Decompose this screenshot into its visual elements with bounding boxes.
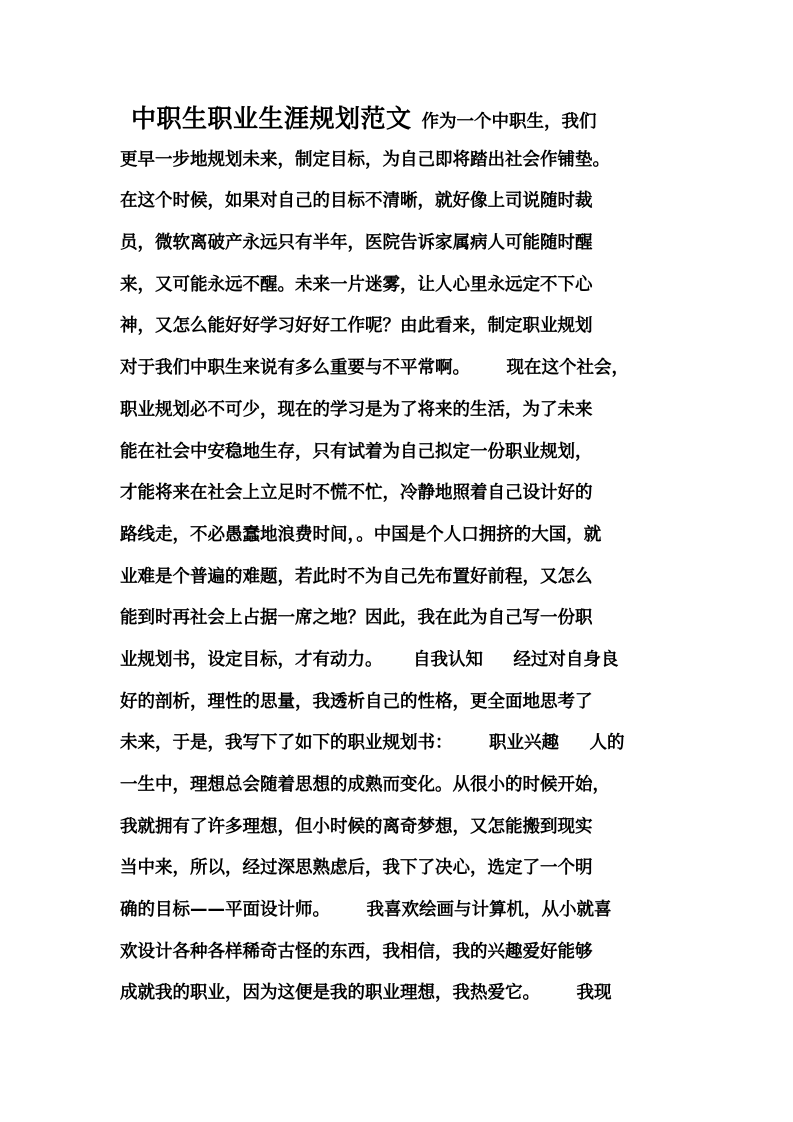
text-line: 来，又可能永远不醒。未来一片迷雾，让人心里永远定不下心 [120, 274, 593, 295]
text-line: 职业规划必不可少，现在的学习是为了将来的生活，为了未来 [120, 399, 593, 420]
text-line: 更早一步地规划未来，制定目标，为自己即将踏出社会作铺垫。 [120, 149, 610, 170]
text-line: 神，又怎么能好好学习好好工作呢？由此看来，制定职业规划 [120, 316, 593, 337]
text-line: 业难是个普遍的难题，若此时不为自己先布置好前程，又怎么 [120, 566, 593, 587]
text-line: 一生中，理想总会随着思想的成熟而变化。从很小的时候开始， [120, 775, 610, 795]
document-title: 中职生职业生涯规划范文 [131, 104, 412, 133]
text-line: 路线走，不必愚蠢地浪费时间，。中国是个人口拥挤的大国，就 [120, 524, 602, 545]
text-line: 员，微软离破产永远只有半年，医院告诉家属病人可能随时醒 [120, 233, 593, 254]
first-line [120, 98, 700, 140]
text-line: 未来，于是，我写下了如下的职业规划书： 职业兴趣 人的 [120, 733, 625, 754]
text-line: 欢设计各种各样稀奇古怪的东西，我相信，我的兴趣爱好能够 [120, 941, 593, 962]
first-line-text: 作为一个中职生，我们 [421, 112, 597, 132]
text-line: 确的目标——平面设计师。 我喜欢绘画与计算机，从小就喜 [120, 900, 612, 921]
text-line: 才能将来在社会上立足时不慌不忙，冷静地照着自己设计好的 [120, 483, 593, 504]
text-line: 能在社会中安稳地生存，只有试着为自己拟定一份职业规划， [120, 441, 593, 462]
text-line: 在这个时候，如果对自己的目标不清晰，就好像上司说随时裁 [120, 191, 593, 212]
text-line: 成就我的职业，因为这便是我的职业理想，我热爱它。 我现 [120, 983, 612, 1004]
document-body [120, 98, 700, 1015]
text-line: 好的剖析，理性的思量，我透析自己的性格，更全面地思考了 [120, 691, 593, 712]
text-line: 当中来，所以，经过深思熟虑后，我下了决心，选定了一个明 [120, 858, 593, 879]
text-line: 我就拥有了许多理想，但小时候的离奇梦想，又怎能搬到现实 [120, 816, 593, 837]
text-line: 对于我们中职生来说有多么重要与不平常啊。 现在这个社会， [120, 358, 630, 379]
text-line: 能到时再社会上占据一席之地？因此，我在此为自己写一份职 [120, 608, 593, 629]
text-line: 业规划书，设定目标，才有动力。 自我认知 经过对自身良 [120, 649, 619, 670]
